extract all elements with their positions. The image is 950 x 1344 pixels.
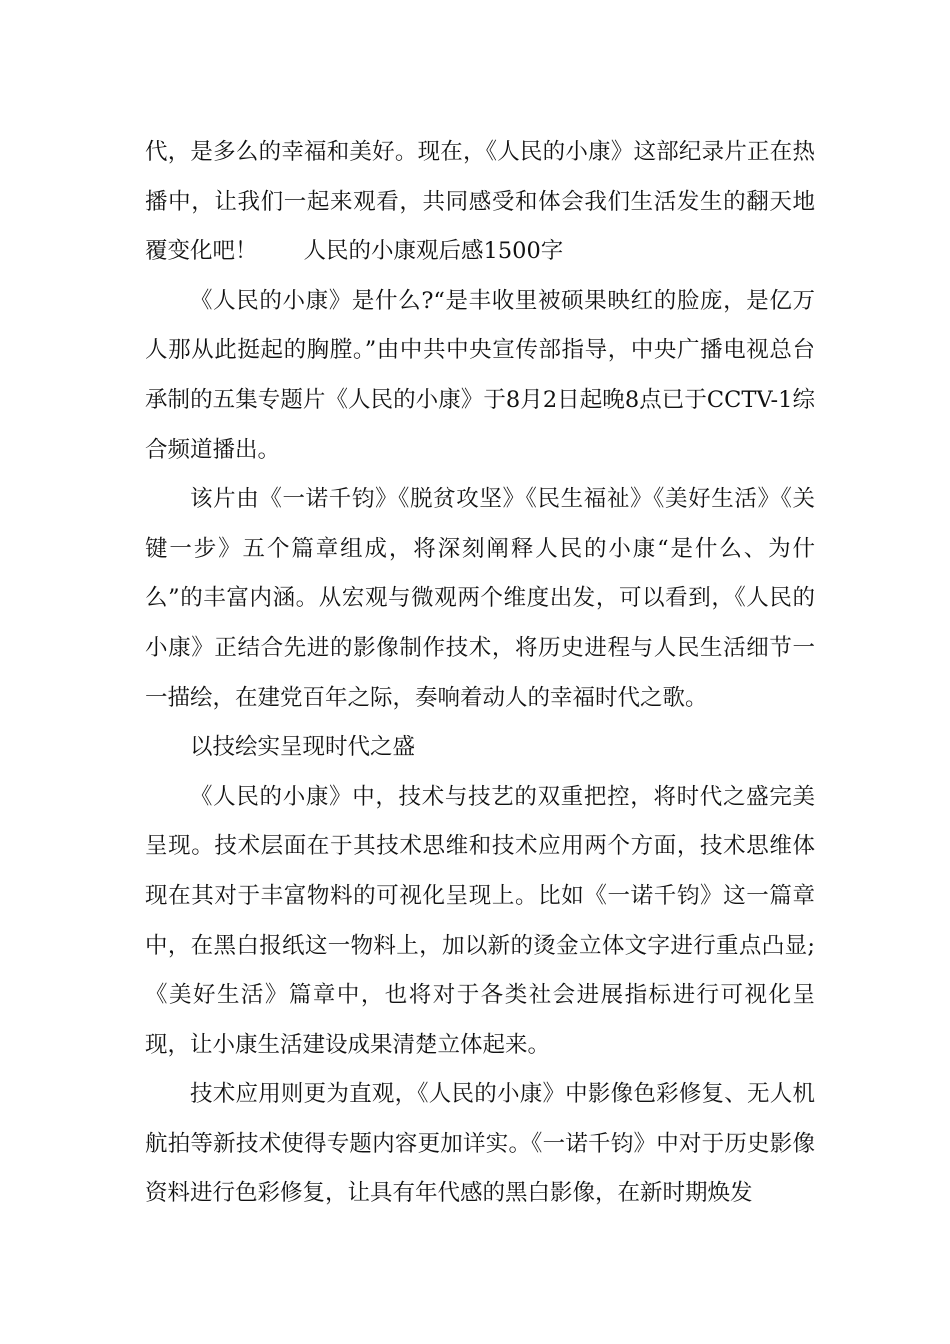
section-heading: 以技绘实呈现时代之盛 xyxy=(190,734,416,761)
paragraph: 《人民的小康》中，技术与技艺的双重把控，将时代之盛完美呈现。技术层面在于其技术思维和技术应用两个方面，技术思维体现在其对于丰富物料的可视化呈现上。比如《一诺千钧》这一篇章中，在黑白报纸这一物料上，加以新的烫金立体文字进行重点凸显;《美好生活》篇章中，也将对于各类社会进展指标进行可视化呈现，让小康生活建设成果清楚立体起来。 xyxy=(145,783,815,1058)
paragraph: 该片由《一诺千钧》《脱贫攻坚》《民生福祉》《美好生活》《关键一步》五个篇章组成，将深刻阐释人民的小康“是什么、为什么”的丰富内涵。从宏观与微观两个维度出发，可以看到，《人民的小康》正结合先进的影像制作技术，将历史进程与人民生活细节一一描绘，在建党百年之际，奏响着动人的幸福时代之歌。 xyxy=(145,486,815,711)
paragraph-text: 代，是多么的幸福和美好。现在，《人民的小康》这部纪录片正在热播中，让我们一起来观看，共同感受和体会我们生活发生的翻天地覆变化吧！ xyxy=(145,139,815,265)
essay-title: 人民的小康观后感1500字 xyxy=(303,238,564,265)
paragraph-continuation xyxy=(145,128,815,277)
paragraph: 技术应用则更为直观，《人民的小康》中影像色彩修复、无人机航拍等新技术使得专题内容更加详实。《一诺千钧》中对于历史影像资料进行色彩修复，让具有年代感的黑白影像，在新时期焕发 xyxy=(145,1081,815,1207)
document-page xyxy=(145,128,815,1219)
paragraph: 《人民的小康》是什么?“是丰收里被硕果映红的脸庞，是亿万人那从此挺起的胸膛。”由中共中央宣传部指导，中央广播电视总台承制的五集专题片《人民的小康》于8月2日起晚8点已于CCTV-1综合频道播出。 xyxy=(145,287,815,463)
